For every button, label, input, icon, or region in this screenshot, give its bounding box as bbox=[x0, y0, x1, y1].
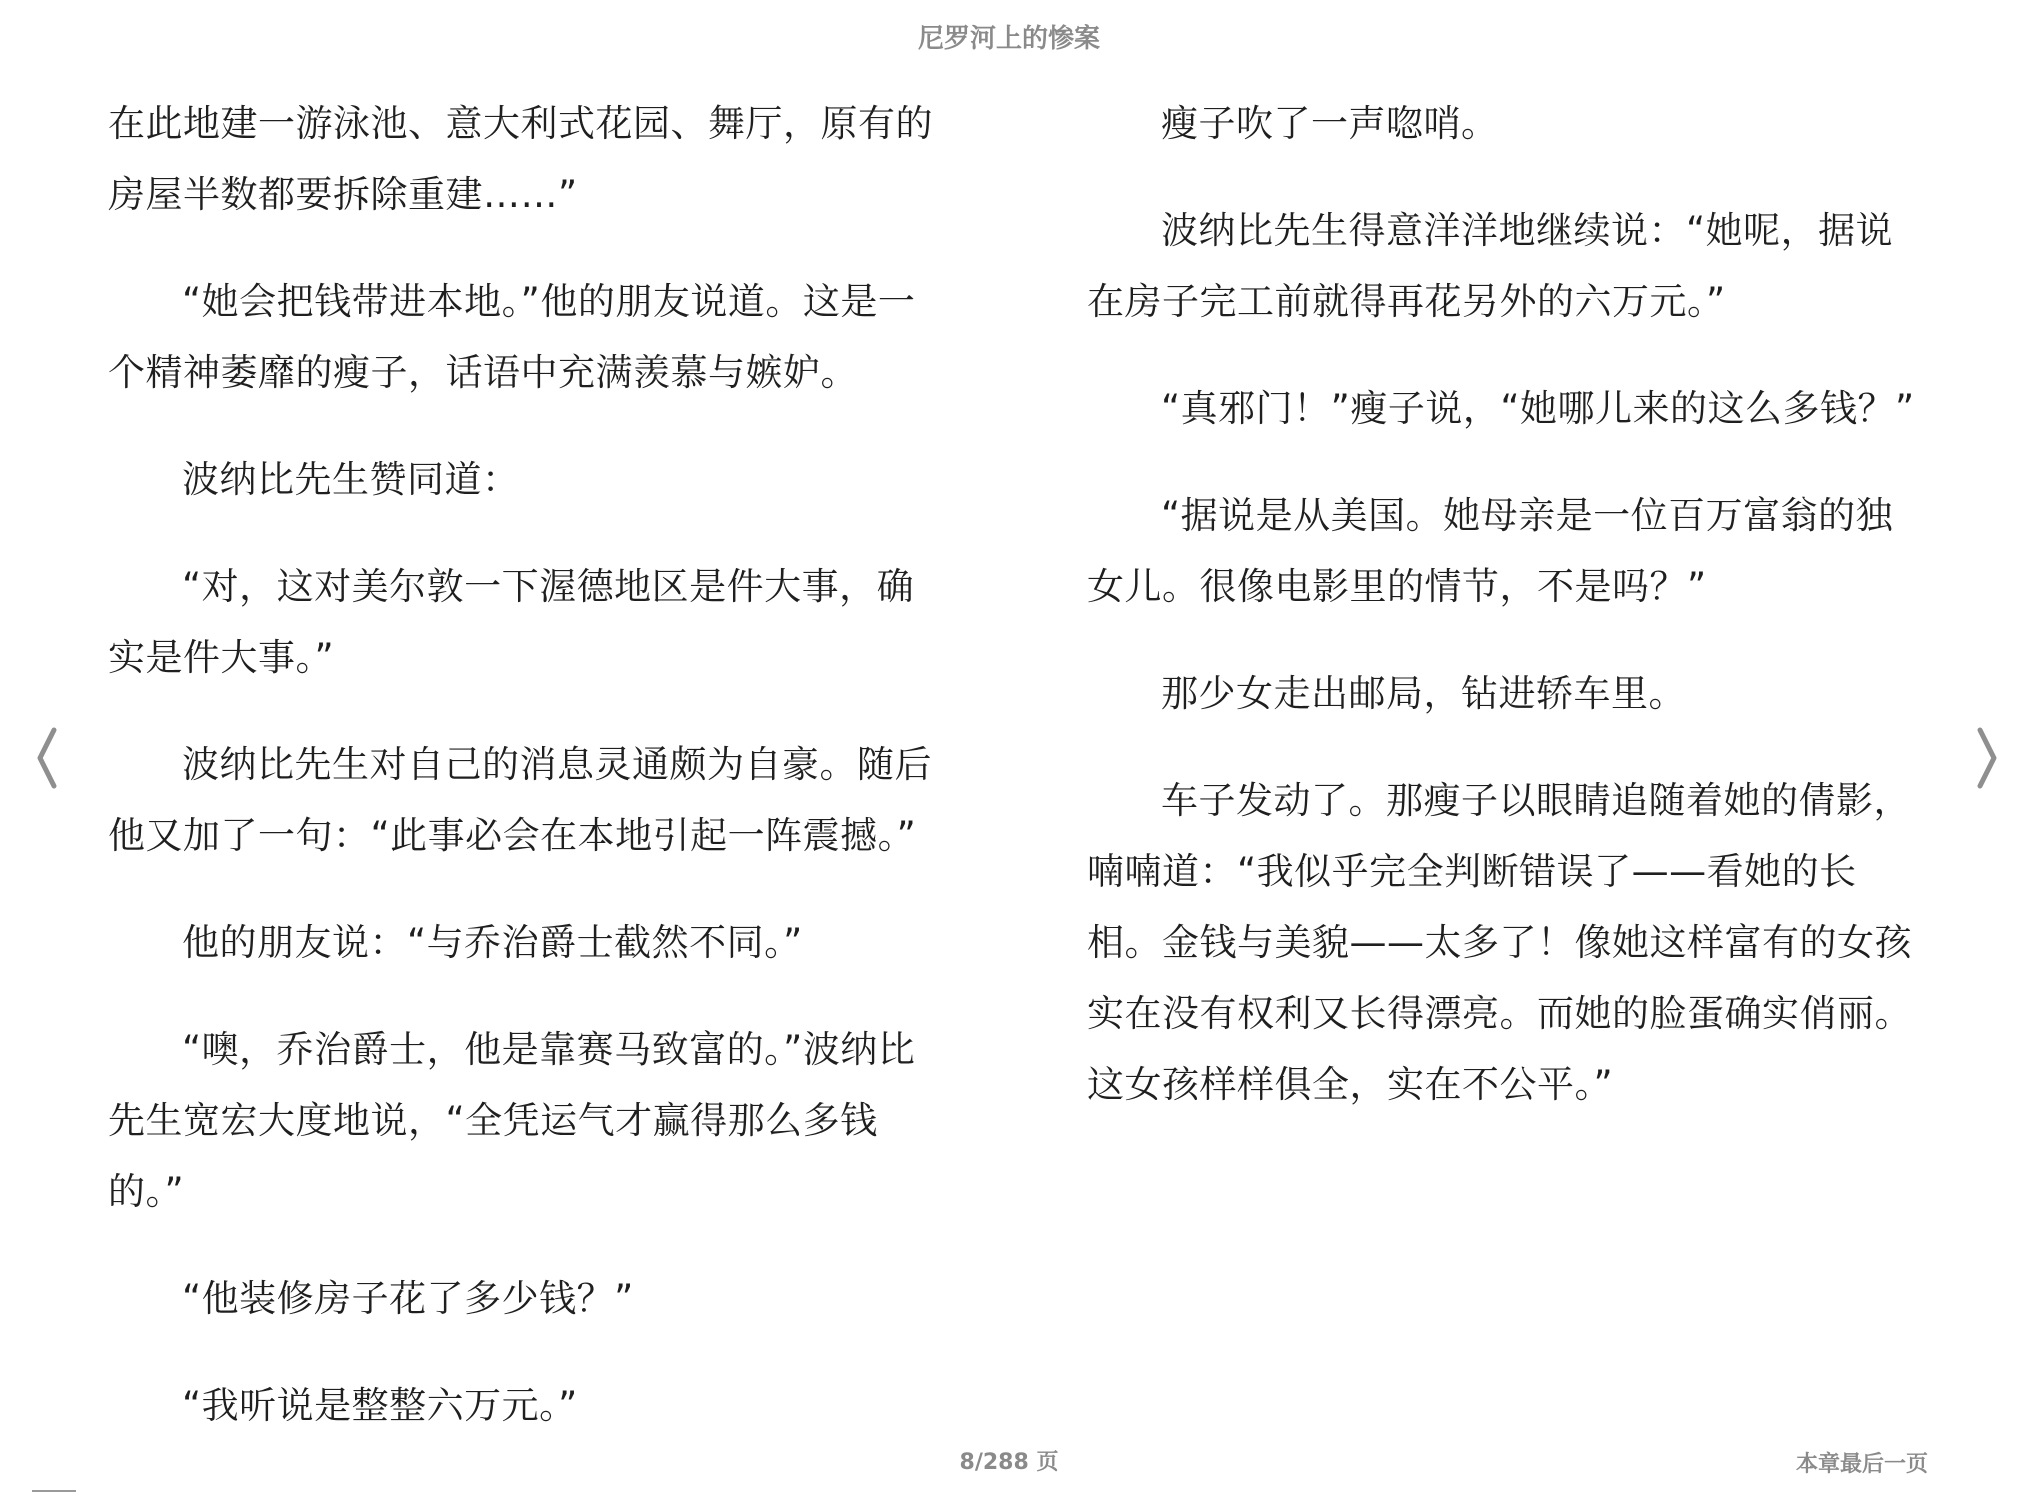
chapter-status-label: 本章最后一页 bbox=[1795, 1452, 1928, 1477]
paragraph: “真邪门！”瘦子说，“她哪儿来的这么多钱？” bbox=[1161, 387, 1915, 430]
book-title: 尼罗河上的惨案 bbox=[917, 24, 1100, 54]
paragraph: 瘦子吹了一声唿哨。 bbox=[1161, 102, 1499, 145]
paragraph: 他的朋友说：“与乔治爵士截然不同。” bbox=[182, 921, 803, 964]
page-indicator: 8/288 页 bbox=[959, 1450, 1059, 1475]
paragraph: 那少女走出邮局，钻进轿车里。 bbox=[1161, 672, 1686, 715]
corner-divider bbox=[32, 1490, 76, 1492]
paragraph: “对，这对美尔敦一下渥德地区是件大事，确实是件大事。” bbox=[108, 565, 915, 679]
paragraph: 车子发动了。那瘦子以眼睛追随着她的倩影，喃喃道：“我似乎完全判断错误了——看她的长相。金钱与美貌——太多了！像她这样富有的女孩实在没有权利又长得漂亮。而她的脸蛋确实俏丽。这女孩样样俱全，实在不公平。” bbox=[1087, 779, 1912, 1106]
paragraph: “据说是从美国。她母亲是一位百万富翁的独女儿。很像电影里的情节，不是吗？” bbox=[1087, 494, 1894, 608]
paragraph: “我听说是整整六万元。” bbox=[182, 1384, 578, 1427]
paragraph: “她会把钱带进本地。”他的朋友说道。这是一个精神萎靡的瘦子，话语中充满羡慕与嫉妒。 bbox=[108, 280, 916, 394]
paragraph: “他装修房子花了多少钱？” bbox=[182, 1277, 634, 1320]
paragraph: “噢，乔治爵士，他是靠赛马致富的。”波纳比先生宽宏大度地说，“全凭运气才赢得那么多钱的。” bbox=[108, 1028, 916, 1213]
paragraph: 在此地建一游泳池、意大利式花园、舞厅，原有的房屋半数都要拆除重建……” bbox=[108, 102, 933, 216]
next-page-button[interactable] bbox=[1968, 718, 2008, 798]
right-text-column bbox=[1087, 88, 1927, 1156]
paragraph: 波纳比先生得意洋洋地继续说：“她呢，据说在房子完工前就得再花另外的六万元。” bbox=[1087, 209, 1894, 323]
paragraph: 波纳比先生对自己的消息灵通颇为自豪。随后他又加了一句：“此事必会在本地引起一阵震撼。” bbox=[108, 743, 932, 857]
paragraph: 波纳比先生赞同道： bbox=[182, 458, 520, 501]
chevron-right-icon bbox=[1968, 718, 2008, 798]
chevron-left-icon bbox=[26, 718, 66, 798]
previous-page-button[interactable] bbox=[26, 718, 66, 798]
left-text-column bbox=[108, 88, 948, 1477]
